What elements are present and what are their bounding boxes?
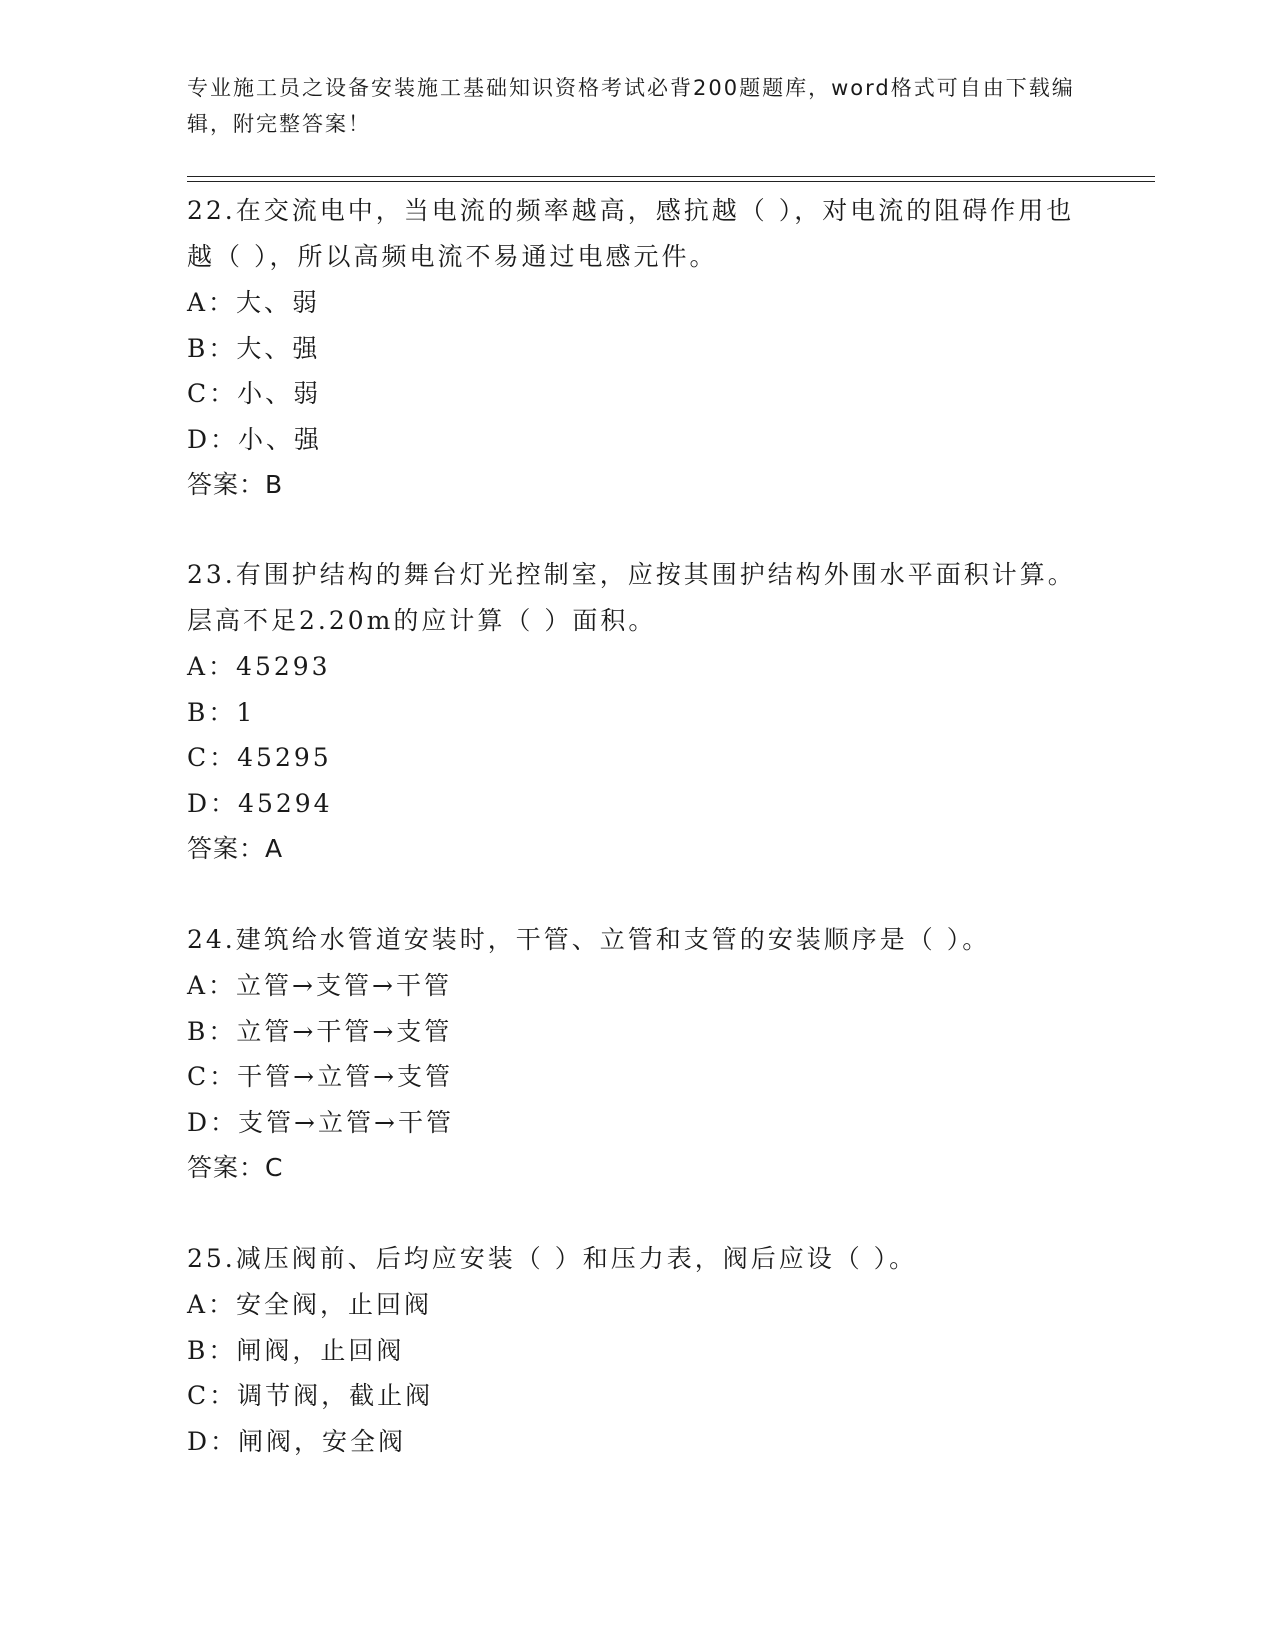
question-23 (187, 552, 1087, 871)
question-22 (187, 188, 1087, 507)
option-d: D：45294 (187, 788, 333, 818)
option-c: C：小、弱 (187, 379, 322, 408)
option-a: A：45293 (187, 652, 331, 681)
option-d: D：支管→立管→干管 (187, 1107, 454, 1137)
option-b: B：1 (187, 697, 256, 727)
option-c: C：45295 (187, 743, 332, 772)
question-stem: 24.建筑给水管道安装时，干管、立管和支管的安装顺序是（ ）。 (187, 925, 991, 954)
header-divider-bottom (187, 181, 1155, 182)
option-d: D：小、强 (187, 424, 323, 454)
option-b: B：立管→干管→支管 (187, 1016, 453, 1046)
header-divider-top (187, 176, 1155, 177)
answer: 答案：C (187, 1153, 284, 1182)
question-stem: 25.减压阀前、后均应安装（ ）和压力表，阀后应设（ ）。 (187, 1244, 918, 1273)
answer: 答案：A (187, 834, 284, 863)
option-b: B：闸阀，止回阀 (187, 1335, 405, 1365)
question-24 (187, 917, 1087, 1190)
question-stem: 22.在交流电中，当电流的频率越高，感抗越（ ），对电流的阻碍作用也越（ ），所以高频电流不易通过电感元件。 (187, 196, 1075, 271)
option-b: B：大、强 (187, 333, 321, 363)
option-a: A：大、弱 (187, 288, 321, 317)
question-25 (187, 1236, 1087, 1464)
page-header: 专业施工员之设备安装施工基础知识资格考试必背200题题库，word格式可自由下载编辑，附完整答案！ (187, 76, 1075, 136)
option-a: A：立管→支管→干管 (187, 971, 452, 1000)
option-a: A：安全阀，止回阀 (187, 1290, 433, 1319)
answer: 答案：B (187, 470, 284, 499)
option-d: D：闸阀，安全阀 (187, 1426, 407, 1456)
option-c: C：调节阀，截止阀 (187, 1381, 434, 1410)
question-stem: 23.有围护结构的舞台灯光控制室，应按其围护结构外围水平面积计算。层高不足2.20m的应计算（ ）面积。 (187, 560, 1076, 635)
option-c: C：干管→立管→支管 (187, 1062, 454, 1091)
